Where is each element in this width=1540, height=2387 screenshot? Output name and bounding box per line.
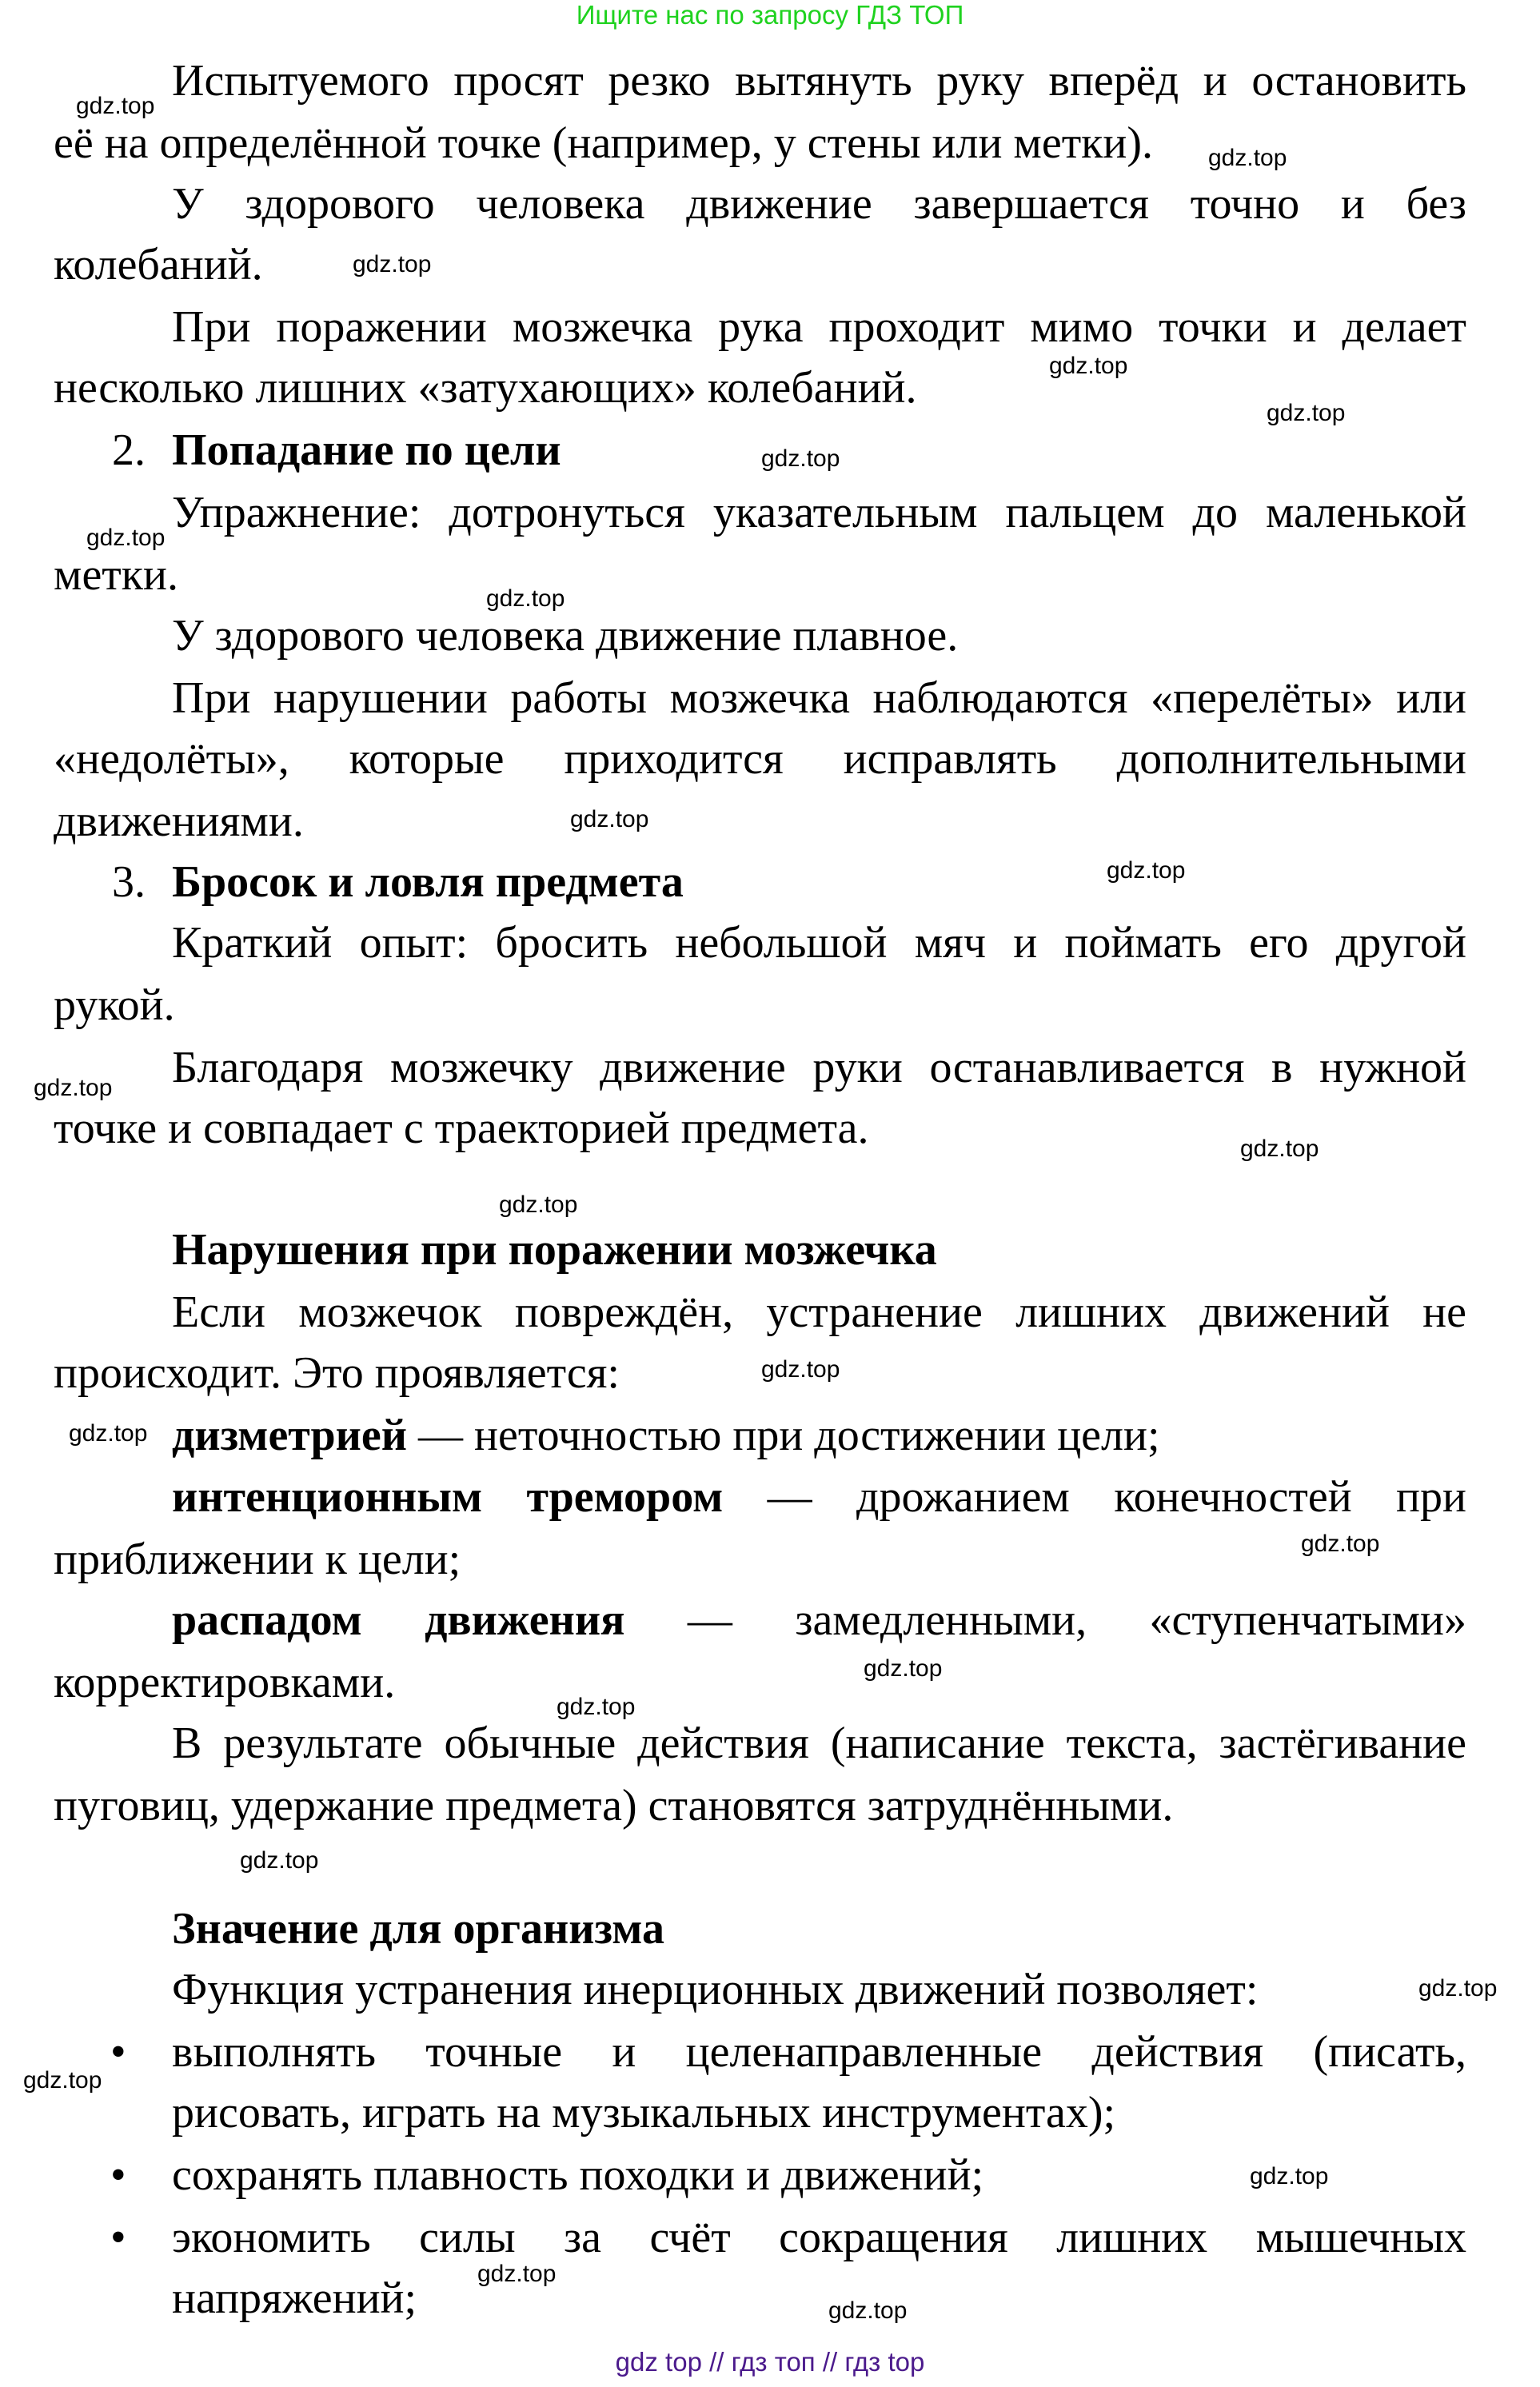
list-number: 2. xyxy=(112,425,146,475)
text-line xyxy=(54,1660,395,1705)
text-segment: — дрожанием конечностей при xyxy=(723,1472,1466,1522)
text-segment: рисовать, играть на музыкальных инструментах); xyxy=(172,2088,1116,2138)
text-line xyxy=(54,363,917,413)
text-segment: экономить силы за счёт сокращения лишних мышечных xyxy=(172,2213,1466,2262)
watermark-label: gdz.top xyxy=(557,1694,636,1720)
text-line xyxy=(172,2273,417,2323)
watermark-label: gdz.top xyxy=(499,1192,578,1218)
watermark-label: gdz.top xyxy=(76,93,155,119)
watermark-label: gdz.top xyxy=(761,445,840,472)
text-segment: напряжений; xyxy=(172,2273,417,2323)
text-segment: Краткий опыт: бросить небольшой мяч и поймать его другой xyxy=(172,918,1466,968)
text-segment: Благодаря мозжечку движение руки останавливается в нужной xyxy=(172,1043,1466,1092)
text-line xyxy=(172,56,1466,106)
text-line xyxy=(172,490,1466,535)
watermark-label: gdz.top xyxy=(86,525,166,551)
text-line xyxy=(54,796,304,846)
section-heading xyxy=(172,1904,665,1954)
text-line xyxy=(54,550,178,600)
watermark-label: gdz.top xyxy=(761,1356,840,1383)
bold-term: Значение для организма xyxy=(172,1904,665,1954)
text-segment: При нарушении работы мозжечка наблюдаются «перелёты» или xyxy=(172,673,1466,723)
text-segment: точке и совпадает с траекторией предмета. xyxy=(54,1104,869,1153)
watermark-label: gdz.top xyxy=(486,585,565,612)
bullet-icon: • xyxy=(110,2213,126,2262)
text-line xyxy=(172,302,1466,352)
watermark-label: gdz.top xyxy=(1267,400,1346,426)
text-line xyxy=(54,1348,620,1398)
text-segment: У здорового человека движение плавное. xyxy=(172,611,959,661)
watermark-label: gdz.top xyxy=(1418,1975,1498,2002)
list-number: 3. xyxy=(112,857,146,907)
section-heading xyxy=(172,857,684,907)
section-heading xyxy=(172,425,561,475)
watermark-label: gdz.top xyxy=(1301,1531,1380,1557)
bullet-icon: • xyxy=(110,2027,126,2077)
bold-term: дизметрией xyxy=(172,1411,408,1460)
text-segment: метки. xyxy=(54,550,178,600)
text-segment: «недолёты», которые приходится исправлять дополнительными xyxy=(54,734,1466,784)
text-line xyxy=(54,118,1154,168)
text-line xyxy=(54,734,1466,784)
watermark-label: gdz.top xyxy=(1049,353,1128,379)
text-line xyxy=(172,2150,984,2200)
text-line xyxy=(54,1783,1173,1828)
text-line xyxy=(172,1595,1466,1645)
text-line xyxy=(54,1106,868,1151)
text-segment: сохранять плавность походки и движений; xyxy=(172,2150,984,2200)
bold-term: Попадание по цели xyxy=(172,425,561,475)
watermark-label: gdz.top xyxy=(353,251,432,277)
bullet-icon: • xyxy=(110,2150,126,2200)
bold-term: распадом движения xyxy=(172,1595,625,1645)
search-banner: Ищите нас по запросу ГДЗ ТОП xyxy=(576,0,964,30)
watermark-label: gdz.top xyxy=(34,1075,113,1101)
text-segment: приближении к цели; xyxy=(54,1535,461,1584)
text-line xyxy=(172,1967,1258,2012)
text-line xyxy=(172,1472,1466,1522)
watermark-label: gdz.top xyxy=(69,1420,148,1447)
section-heading xyxy=(172,1225,937,1275)
text-segment: При поражении мозжечка рука проходит мимо точки и делает xyxy=(172,302,1466,352)
watermark-label: gdz.top xyxy=(23,2067,102,2094)
watermark-label: gdz.top xyxy=(1240,1136,1319,1162)
watermark-label: gdz.top xyxy=(570,806,649,832)
footer-banner: gdz top // гдз топ // гдз top xyxy=(615,2347,925,2377)
text-segment: рукой. xyxy=(54,980,175,1030)
text-segment: Упражнение: дотронуться указательным пальцем до маленькой xyxy=(172,488,1466,537)
text-segment: несколько лишних «затухающих» колебаний. xyxy=(54,363,917,413)
text-segment: пуговиц, удержание предмета) становятся затруднёнными. xyxy=(54,1781,1174,1830)
text-segment: Функция устранения инерционных движений позволяет: xyxy=(172,1965,1259,2014)
text-line xyxy=(172,673,1466,723)
watermark-label: gdz.top xyxy=(240,1847,319,1874)
watermark-label: gdz.top xyxy=(828,2297,908,2324)
bold-term: Нарушения при поражении мозжечка xyxy=(172,1225,937,1275)
text-line xyxy=(54,980,175,1030)
watermark-label: gdz.top xyxy=(1107,857,1186,884)
watermark-label: gdz.top xyxy=(864,1655,943,1682)
text-line xyxy=(172,1045,1466,1090)
text-line xyxy=(54,1537,461,1582)
text-segment: колебаний. xyxy=(54,240,263,289)
text-segment: У здорового человека движение завершается точно и без xyxy=(172,179,1466,229)
text-line xyxy=(172,2215,1466,2260)
text-line xyxy=(54,242,263,287)
text-segment: В результате обычные действия (написание текста, застёгивание xyxy=(172,1718,1466,1768)
text-segment: её на определённой точке (например, у стены или метки). xyxy=(54,118,1154,168)
text-line xyxy=(172,2088,1116,2138)
text-line xyxy=(172,2027,1466,2077)
text-segment: корректировками. xyxy=(54,1658,396,1707)
text-segment: выполнять точные и целенаправленные действия (писать, xyxy=(172,2027,1466,2077)
watermark-label: gdz.top xyxy=(477,2261,557,2287)
text-segment: — неточностью при достижении цели; xyxy=(407,1411,1160,1460)
text-line xyxy=(172,1287,1466,1337)
text-line xyxy=(172,179,1466,229)
text-segment: — замедленными, «ступенчатыми» xyxy=(624,1595,1466,1645)
bold-term: Бросок и ловля предмета xyxy=(172,857,684,907)
text-line xyxy=(172,611,959,661)
text-line xyxy=(172,1718,1466,1768)
text-segment: происходит. Это проявляется: xyxy=(54,1348,620,1398)
watermark-label: gdz.top xyxy=(1208,145,1287,171)
watermark-label: gdz.top xyxy=(1250,2163,1329,2189)
text-line xyxy=(172,918,1466,968)
text-segment: Если мозжечок повреждён, устранение лишних движений не xyxy=(172,1287,1466,1337)
bold-term: интенционным тремором xyxy=(172,1472,724,1522)
text-segment: движениями. xyxy=(54,796,304,846)
text-line xyxy=(172,1413,1160,1458)
text-segment: Испытуемого просят резко вытянуть руку вперёд и остановить xyxy=(172,56,1466,106)
